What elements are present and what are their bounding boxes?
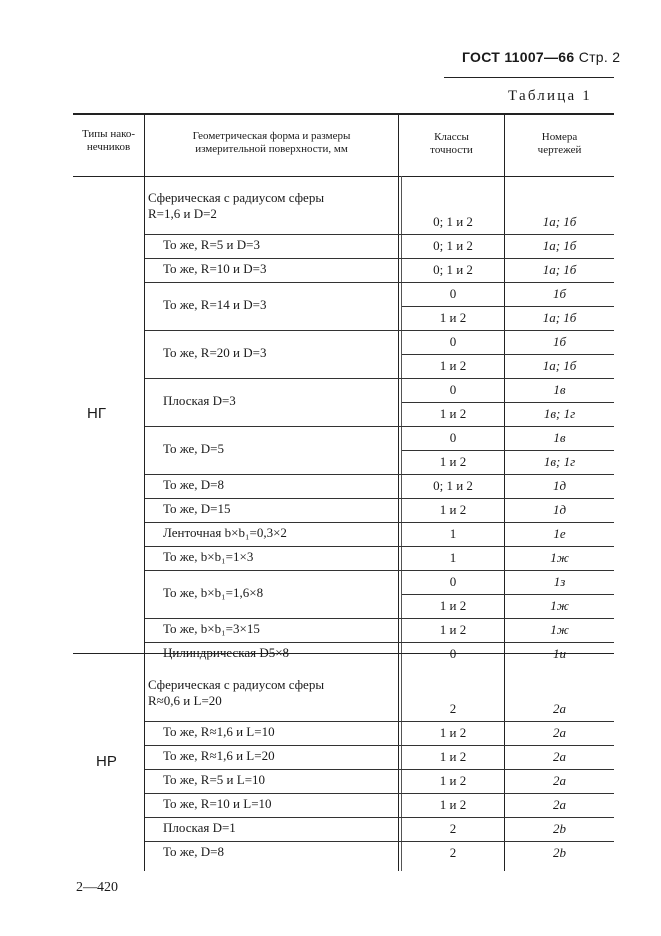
row-rule: [145, 258, 614, 259]
sub-row-rule: [402, 306, 614, 307]
row-rule: [145, 570, 614, 571]
row-rule: [145, 793, 614, 794]
drawing-value: 1в; 1г: [543, 454, 576, 469]
shape-text: То же, D=8: [163, 477, 225, 492]
class-value: 1 и 2: [439, 797, 467, 812]
class-value: 0; 1 и 2: [433, 238, 473, 253]
drawing-value: 1а; 1б: [542, 358, 577, 373]
drawing-value: 1ж: [550, 598, 569, 613]
row-rule: [145, 618, 614, 619]
row-rule: [145, 498, 614, 499]
page-footer: 2—420: [76, 880, 118, 895]
drawing-value: 1ж: [550, 622, 569, 637]
class-value: 0: [449, 646, 457, 661]
table-header-rule: [73, 176, 614, 177]
shape-text: То же, D=5: [163, 441, 225, 456]
drawing-value: 2b: [553, 845, 566, 860]
class-value: 0: [449, 382, 457, 397]
col-header-shape: Геометрическая форма и размеры измерительной поверхности, мм: [192, 130, 351, 155]
drawing-value: 1з: [553, 574, 566, 589]
shape-text: То же, R=10 и D=3: [163, 261, 267, 276]
type-ng: НГ: [87, 405, 106, 422]
shape-text: То же, R=10 и L=10: [163, 796, 272, 811]
header-rule: [444, 77, 614, 78]
page-number: Стр. 2: [578, 49, 621, 65]
main-table: [73, 113, 614, 871]
shape-text: То же, R≈1,6 и L=20: [163, 748, 275, 763]
drawing-value: 1д: [552, 502, 567, 517]
sub-row-rule: [402, 402, 614, 403]
row-rule: [145, 330, 614, 331]
drawing-value: 1ж: [550, 550, 569, 565]
standard-number: ГОСТ 11007—66: [462, 49, 575, 65]
drawing-value: 1а; 1б: [542, 310, 577, 325]
drawing-value: 2а: [553, 701, 566, 716]
class-value: 1 и 2: [439, 310, 467, 325]
drawing-value: 1д: [552, 478, 567, 493]
class-value: 1 и 2: [439, 406, 467, 421]
row-rule: [145, 282, 614, 283]
row-rule: [145, 769, 614, 770]
shape-text: Сферическая с радиусом сферы: [148, 190, 325, 205]
row-rule: [145, 745, 614, 746]
row-rule: [145, 841, 614, 842]
class-value: 0; 1 и 2: [433, 214, 473, 229]
shape-text: То же, R=5 и L=10: [163, 772, 266, 787]
drawing-value: 1а; 1б: [542, 262, 577, 277]
col-header-classes: Классы точности: [430, 131, 473, 156]
class-value: 0: [449, 430, 457, 445]
drawing-value: 1и: [553, 646, 566, 661]
class-value: 2: [449, 845, 457, 860]
class-value: 1: [449, 550, 457, 565]
col-header-type: Типы нако- нечников: [81, 128, 136, 153]
class-value: 0: [449, 286, 457, 301]
shape-text: То же, D=8: [163, 844, 225, 859]
drawing-value: 2а: [553, 773, 566, 788]
class-value: 1 и 2: [439, 358, 467, 373]
row-rule: [145, 474, 614, 475]
row-rule: [145, 378, 614, 379]
shape-text: То же, R≈1,6 и L=10: [163, 724, 275, 739]
row-rule: [145, 642, 614, 643]
shape-text: То же, D=15: [163, 501, 231, 516]
drawing-value: 1в; 1г: [543, 406, 576, 421]
class-value: 1 и 2: [439, 502, 467, 517]
class-value: 0; 1 и 2: [433, 262, 473, 277]
class-value: 1 и 2: [439, 598, 467, 613]
class-value: 2: [449, 821, 457, 836]
shape-text: Сферическая с радиусом сферы: [148, 677, 325, 692]
table-title: Таблица 1: [508, 88, 592, 104]
class-value: 1 и 2: [439, 773, 467, 788]
shape-text-cont: R≈0,6 и L=20: [148, 693, 222, 708]
drawing-value: 1е: [553, 526, 566, 541]
drawing-value: 1б: [552, 286, 567, 301]
shape-text: То же, R=14 и D=3: [163, 297, 267, 312]
col-header-drawings: Номера чертежей: [537, 131, 582, 156]
class-value: 2: [449, 701, 457, 716]
class-value: 1: [449, 526, 457, 541]
drawing-value: 1в: [553, 382, 566, 397]
table-top-rule: [73, 113, 614, 115]
sub-row-rule: [402, 594, 614, 595]
shape-text: То же, R=5 и D=3: [163, 237, 260, 252]
class-value: 0; 1 и 2: [433, 478, 473, 493]
row-rule: [145, 546, 614, 547]
drawing-value: 2а: [553, 749, 566, 764]
drawing-value: 2а: [553, 797, 566, 812]
type-nr: НР: [96, 753, 117, 770]
sub-row-rule: [402, 450, 614, 451]
row-rule: [145, 522, 614, 523]
row-rule: [145, 234, 614, 235]
shape-text: Плоская D=3: [163, 393, 236, 408]
shape-text: Цилиндрическая D5×8: [163, 645, 290, 660]
column-divider: [398, 113, 399, 871]
sub-row-rule: [402, 354, 614, 355]
column-divider: [144, 113, 145, 871]
drawing-value: 1а; 1б: [542, 238, 577, 253]
shape-text: То же, b×b₁=1,6×8: [163, 585, 264, 600]
drawing-value: 1в: [553, 430, 566, 445]
class-value: 1 и 2: [439, 454, 467, 469]
shape-text: То же, b×b₁=1×3: [163, 549, 254, 564]
column-divider: [401, 176, 402, 871]
row-rule: [145, 721, 614, 722]
page-header: [462, 49, 620, 65]
class-value: 1 и 2: [439, 749, 467, 764]
class-value: 0: [449, 334, 457, 349]
class-value: 0: [449, 574, 457, 589]
shape-text: Плоская D=1: [163, 820, 236, 835]
drawing-value: 2а: [553, 725, 566, 740]
shape-text: То же, R=20 и D=3: [163, 345, 267, 360]
class-value: 1 и 2: [439, 725, 467, 740]
shape-text: То же, b×b₁=3×15: [163, 621, 260, 636]
row-rule: [145, 817, 614, 818]
drawing-value: 1а; 1б: [542, 214, 577, 229]
class-value: 1 и 2: [439, 622, 467, 637]
row-rule: [145, 426, 614, 427]
drawing-value: 2b: [553, 821, 566, 836]
shape-text: Ленточная b×b₁=0,3×2: [163, 525, 287, 540]
drawing-value: 1б: [552, 334, 567, 349]
shape-text-cont: R=1,6 и D=2: [148, 206, 217, 221]
